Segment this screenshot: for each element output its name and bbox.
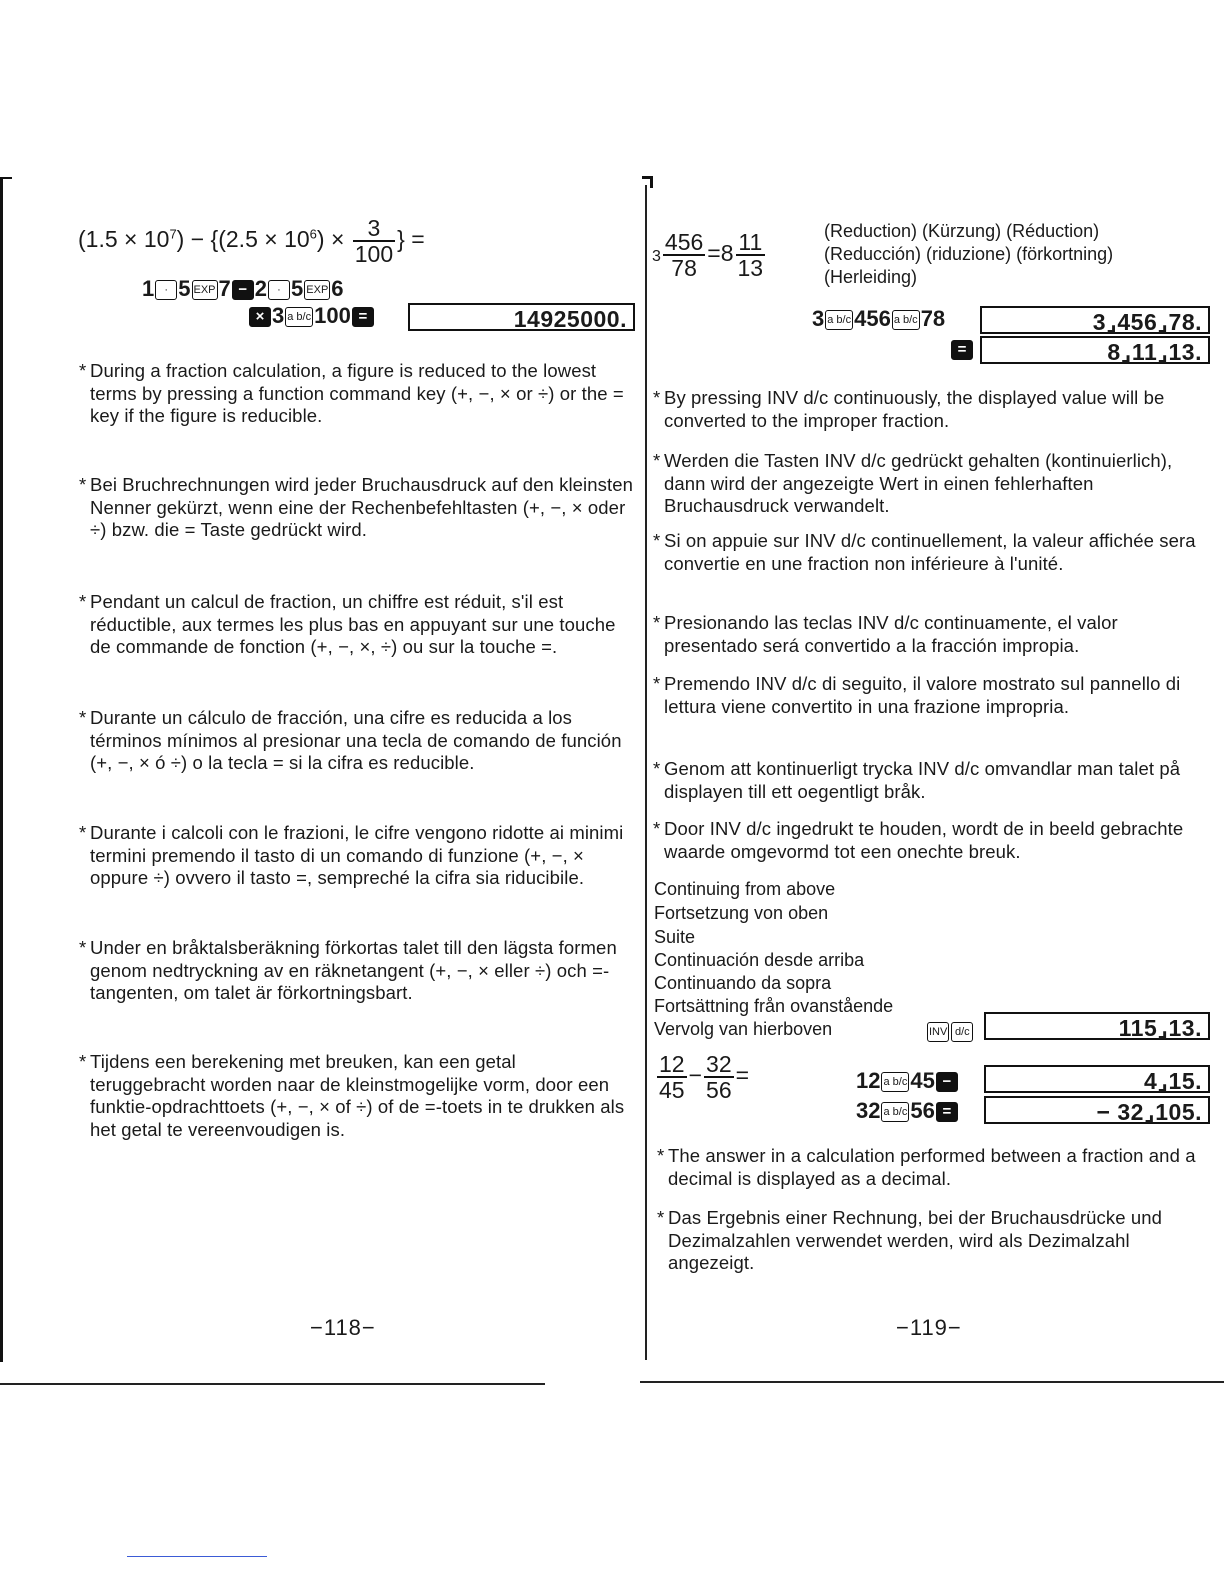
note-es-left: * Durante un cálculo de fracción, una cifre es reducida a los términos mínimos al presionar una tecla de comando de función (+, −, × ó ÷) o la tecla = si la cifra es reducible. xyxy=(79,707,622,773)
mixed-fraction-equation: 3 $\frac{456}{78}$ =8 $\frac{11}{13}$ xyxy=(652,229,764,282)
reduction-label-2: (Reducción) (riduzione) (förkortning) xyxy=(824,244,1114,264)
continuing-nl: Vervolg van hierboven xyxy=(654,1019,833,1039)
key-sequence-b xyxy=(950,336,974,362)
note-de-left: * Bei Bruchrechnungen wird jeder Bruchausdruck auf den kleinsten Nenner gekürzt, wenn eine der Rechenbefehltasten (+, −, × oder ÷) bzw. die = Taste gedrückt wird. xyxy=(79,474,634,540)
key-sequence-1: 1 · 5 EXP 7 − 2 · 5 EXP 6 xyxy=(142,276,344,301)
calculator-display-a: 3⌟456⌟78. xyxy=(980,306,1210,334)
note-fr-left: * Pendant un calcul de fraction, un chiffre est réduit, s'il est réductible, aux termes les plus bas en appuyant sur une touche de commande de fonction (+, −, ×, ÷) ou sur la touche =. xyxy=(79,591,616,657)
formula-exp2: 6 xyxy=(309,226,317,242)
inv-key: INV xyxy=(927,1022,949,1042)
note-sv-left: * Under en bråktalsberäkning förkortas talet till den lägsta formen genom nedtryckning av en räknetangent (+, −, × eller ÷) och =-tangenten, om talet är förkortningsbart. xyxy=(79,937,617,1003)
key-sequence-e: 32 a b/c 56 = xyxy=(856,1098,959,1124)
fraction-key: a b/c xyxy=(881,1102,909,1122)
continuing-fr: Suite xyxy=(654,927,696,947)
exp-key: EXP xyxy=(192,280,218,300)
decimal-key: · xyxy=(268,280,290,300)
continuing-sv: Fortsättning från ovanstående xyxy=(654,996,894,1016)
formula-part2: ) − {(2.5 × 10 xyxy=(176,226,310,253)
calculator-display-b: 8⌟11⌟13. xyxy=(980,336,1210,364)
fraction-key: a b/c xyxy=(285,307,313,327)
continuing-en: Continuing from above xyxy=(654,879,836,899)
page-number-right: −119− xyxy=(896,1315,962,1340)
minus-key: − xyxy=(936,1072,958,1092)
equals-key: = xyxy=(352,307,374,327)
continuing-es: Continuación desde arriba xyxy=(654,950,865,970)
key-sequence-d: 12 a b/c 45 − xyxy=(856,1068,959,1094)
calculator-display-d: 4⌟15. xyxy=(984,1065,1210,1093)
page-number-left: −118− xyxy=(310,1315,376,1340)
calculator-display-c: 115⌟13. xyxy=(984,1012,1210,1040)
exp-key: EXP xyxy=(304,280,330,300)
multiply-key: × xyxy=(249,307,271,327)
fraction-key: a b/c xyxy=(892,310,920,330)
minus-key: − xyxy=(232,280,254,300)
formula-part4: } = xyxy=(397,226,425,253)
formula-exp1: 7 xyxy=(169,226,177,242)
left-border-line xyxy=(0,177,3,1362)
decimal-key: · xyxy=(155,280,177,300)
note-es-right: * Presionando las teclas INV d/c continuamente, el valor presentado será convertido a la fracción impropia. xyxy=(653,612,1118,656)
note-en-left: * During a fraction calculation, a figure is reduced to the lowest terms by pressing a function command key (+, −, × or ÷) or the = key if the figure is reducible. xyxy=(79,360,624,426)
note-it-right: * Premendo INV d/c di seguito, il valore mostrato sul pannello di lettura viene convertito in una frazione impropria. xyxy=(653,673,1181,717)
note-decimal-de: * Das Ergebnis einer Rechnung, bei der Bruchausdrücke und Dezimalzahlen verwendet werden, wird als Dezimalzahl angezeigt. xyxy=(657,1207,1162,1273)
page-fold-mark xyxy=(642,176,653,188)
key-sequence-2: × 3 a b/c 100 = xyxy=(248,303,375,329)
calculator-display-e: − 32⌟105. xyxy=(984,1096,1210,1124)
bottom-rule-right xyxy=(640,1381,1224,1383)
reduction-label-1: (Reduction) (Kürzung) (Réduction) xyxy=(824,221,1100,241)
formula-part1: (1.5 × 10 xyxy=(78,226,170,253)
blue-underline xyxy=(127,1556,267,1557)
note-nl-left: * Tijdens een berekening met breuken, kan een getal teruggebracht worden naar de kleinstmogelijke vorm, door een funktie-opdrachttoets (+, −, × of ÷) of de =-toets in te drukken als het getal te vereenvoudigen is. xyxy=(79,1051,625,1140)
dc-key: d/c xyxy=(951,1022,973,1042)
calculator-display-left: 14925000. xyxy=(408,303,635,331)
continuing-de: Fortsetzung von oben xyxy=(654,903,829,923)
key-sequence-c xyxy=(926,1018,974,1044)
fraction-subtraction: $\frac{12}{45}$ − $\frac{32}{56}$ = xyxy=(659,1051,750,1104)
fraction-key: a b/c xyxy=(881,1072,909,1092)
note-nl-right: * Door INV d/c ingedrukt te houden, wordt de in beeld gebrachte waarde omgevormd tot een onechte breuk. xyxy=(653,818,1184,862)
formula-left xyxy=(78,216,425,266)
equals-key: = xyxy=(936,1102,958,1122)
note-fr-right: * Si on appuie sur INV d/c continuellement, la valeur affichée sera convertie en une fraction non inférieure à l'unité. xyxy=(653,530,1196,574)
note-de-right: * Werden die Tasten INV d/c gedrückt gehalten (kontinuierlich), dann wird der angezeigte Wert in einen fehlerhaften Bruchausdruck verwandelt. xyxy=(653,450,1173,516)
reduction-label-3: (Herleiding) xyxy=(824,267,918,287)
page-divider-line xyxy=(645,185,647,1360)
fraction-key: a b/c xyxy=(825,310,853,330)
formula-part3: ) × xyxy=(316,226,345,253)
note-sv-right: * Genom att kontinuerligt trycka INV d/c omvandlar man talet på displayen till ett oegentligt bråk. xyxy=(653,758,1181,802)
key-sequence-a: 3 a b/c 456 a b/c 78 xyxy=(812,306,946,331)
formula-fraction: $\frac{3}{100}$ xyxy=(354,215,394,268)
note-en-right: * By pressing INV d/c continuously, the displayed value will be converted to the improper fraction. xyxy=(653,387,1165,431)
note-decimal-en: * The answer in a calculation performed between a fraction and a decimal is displayed as a decimal. xyxy=(657,1145,1196,1189)
note-it-left: * Durante i calcoli con le frazioni, le cifre vengono ridotte ai minimi termini premendo il tasto di un comando di funzione (+, −, × oppure ÷) ovvero il tasto =, sempreché la cifra sia riducibile. xyxy=(79,822,624,888)
continuing-it: Continuando da sopra xyxy=(654,973,832,993)
bottom-rule-left xyxy=(0,1383,545,1385)
equals-key: = xyxy=(951,340,973,360)
